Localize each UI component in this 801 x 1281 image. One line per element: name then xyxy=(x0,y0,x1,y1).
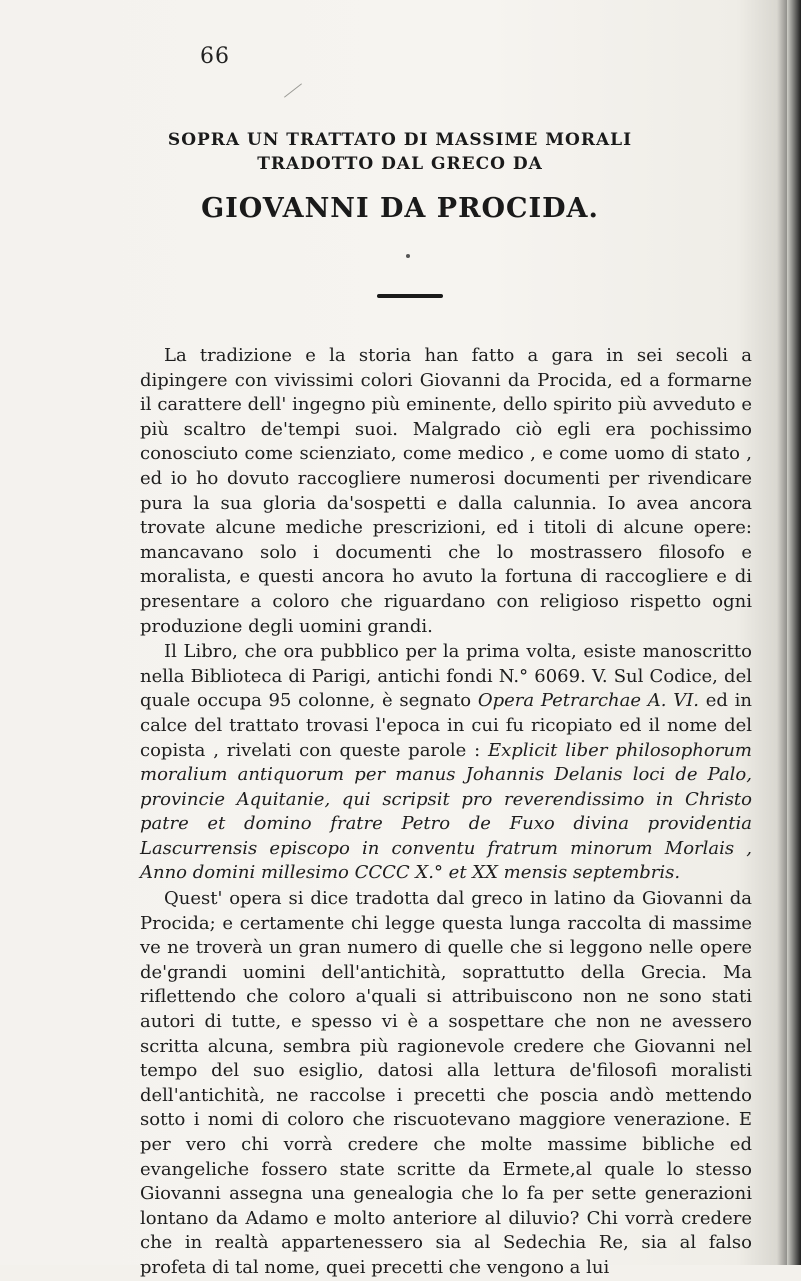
ornament-rule xyxy=(377,294,443,298)
page-number: 66 xyxy=(200,44,230,69)
article-body xyxy=(140,344,752,1281)
manuscript-signature: Opera Petrarchae A. VI. xyxy=(477,690,700,712)
section-heading-line-1: SOPRA UN TRATTATO DI MASSIME MORALI xyxy=(167,130,633,150)
paragraph-intro: La tradizione e la storia han fatto a gara in sei secoli a dipingere con vivissimi colori Giovanni da Procida, ed a formarne il carattere dell' ingegno più eminente, dello spirito più avveduto e più scaltro de'tempi suoi. Malgrado ciò egli era pochissimo conosciuto come scienziato, come medico , e come uomo di stato , ed io ho dovuto raccogliere numerosi documenti per rivendicare pura la sua gloria da'sospetti e dalla calunnia. Io avea ancora trovate alcune mediche prescrizioni, ed i titoli di alcune opere: mancavano solo i documenti che lo mostrassero filosofo e moralista, e questi ancora ho avuto la fortuna di raccogliere e di presentare a coloro che riguardano con religioso rispetto ogni produzione degli uomini grandi. xyxy=(140,345,752,637)
paragraph-discussion: Quest' opera si dice tradotta dal greco in latino da Giovanni da Procida; e certamente chi legge questa lunga raccolta di massime ve ne troverà un gran numero di quelle che si leggono nelle opere de'grandi uomini dell'antichità, soprattutto della Grecia. Ma riflettendo che coloro a'quali si attribuiscono non ne sono stati autori di tutte, e spesso vi è a sospettare che non ne avessero scritta alcuna, sembra più ragionevole credere che Giovanni nel tempo del suo esiglio, datosi alla lettura de'filosofi moralisti dell'antichità, ne raccolse i precetti che poscia andò mettendo sotto i nomi di coloro che riscuotevano maggiore venerazione. E per vero chi vorrà credere che molte massime bibliche ed evangeliche fossero state scritte da Ermete,al quale lo stesso Giovanni assegna una genealogia che lo fa per sette generazioni lontano da Adamo e molto anteriore al diluvio? Chi vorrà credere che in realtà appartenessero sia al Sedechia Re, sia al falso profeta di tal nome, quei precetti che vengono a lui xyxy=(140,888,752,1278)
print-mark xyxy=(284,83,302,97)
paragraph-manuscript xyxy=(140,640,752,886)
manuscript-explicit: Explicit liber philosophorum moralium antiquorum per manus Johannis Delanis loci de Palo, provincie Aquitanie, qui scripsit pro reverendissimo in Christo patre et domino fratre Petro de Fuxo divina providentia Lascurrensis episcopo in conventu fratrum minorum Morlais , Anno domini millesimo CCCC X.° et XX mensis septembris. xyxy=(140,739,752,884)
ornament-dot xyxy=(406,254,410,258)
binding-edge xyxy=(787,0,801,1265)
manuscript-text-start: Il Libro, che ora pubblico per la prima volta, esiste manoscritto nella Biblioteca di Parigi, antichi fondi N.° 6069. V. Sul Codice, del quale occupa 95 colonne, è segnato xyxy=(140,641,752,712)
manuscript-text-middle: ed in calce del trattato trovasi l'epoca in cui fu ricopiato ed il nome del copista , rivelati con queste parole : xyxy=(140,690,752,761)
section-heading-line-2: TRADOTTO DAL GRECO DA xyxy=(257,154,543,174)
section-title-author: GIOVANNI DA PROCIDA. xyxy=(201,193,599,224)
